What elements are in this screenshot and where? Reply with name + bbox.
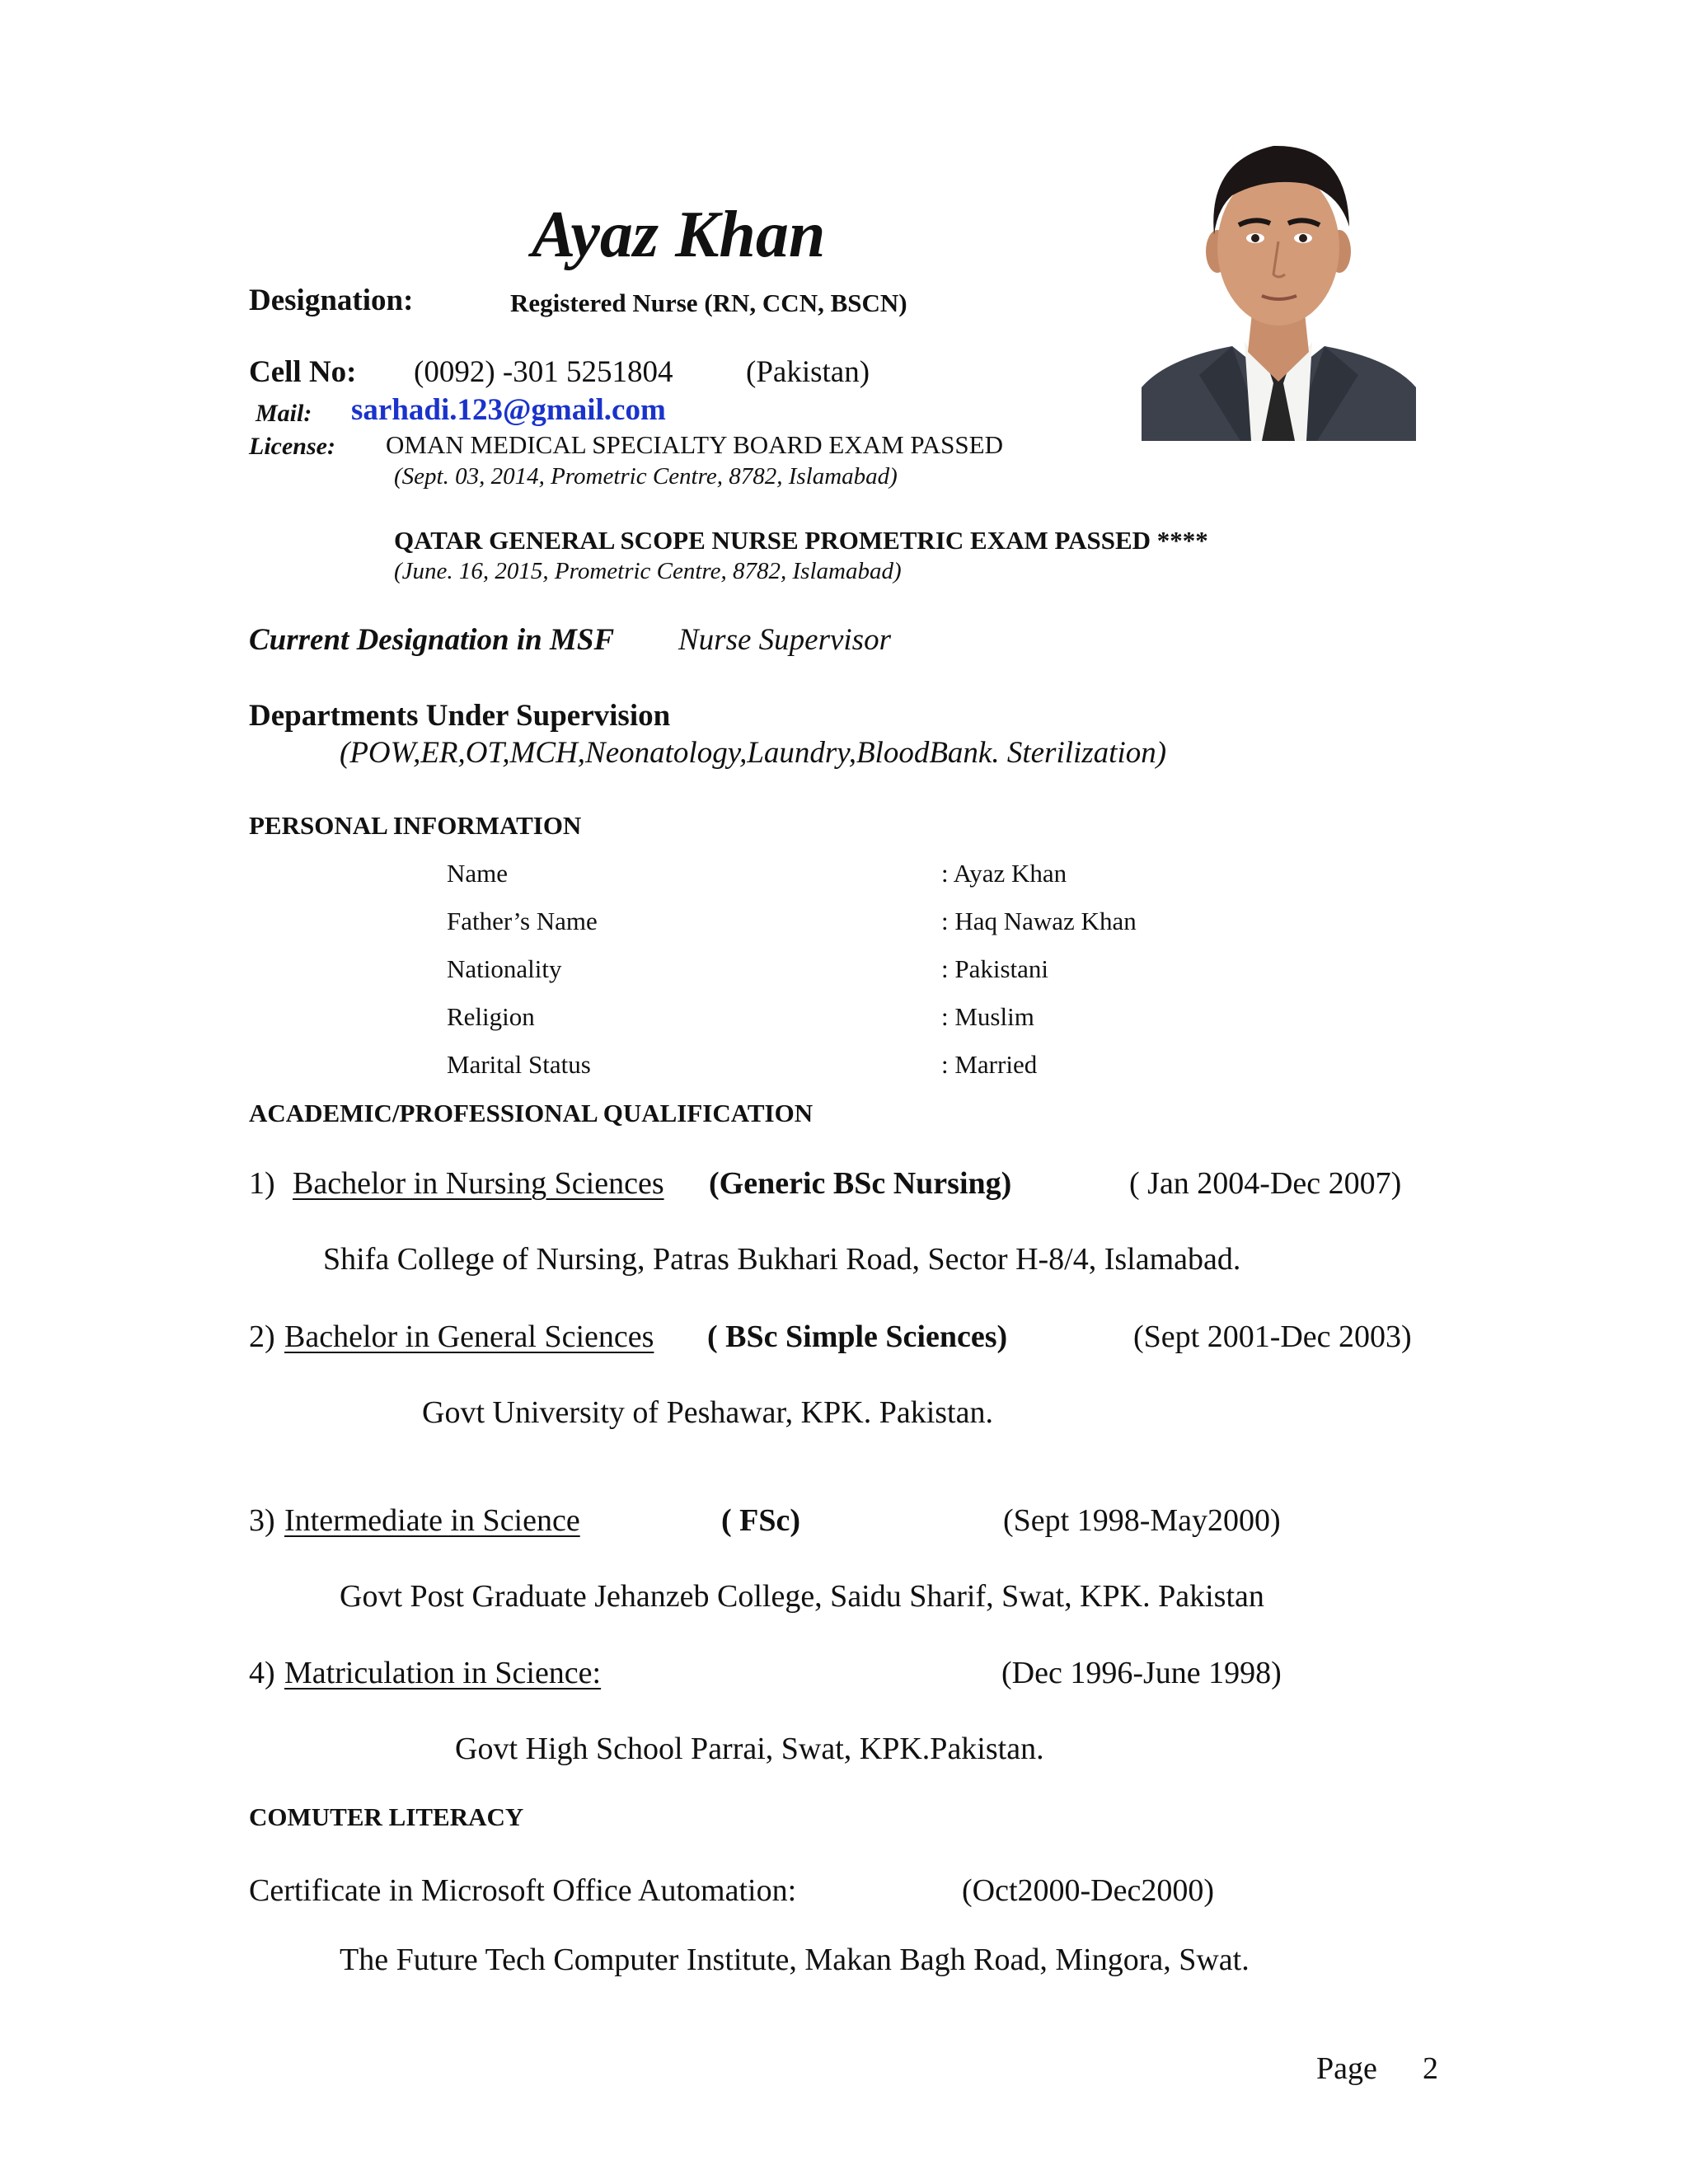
- qualification-degree: Intermediate in Science: [284, 1503, 580, 1538]
- qualification-type: ( FSc): [721, 1503, 801, 1538]
- person-name: Ayaz Khan: [532, 199, 826, 271]
- qualification-dates: (Sept 1998-May2000): [1003, 1503, 1281, 1538]
- qualification-type: (Generic BSc Nursing): [709, 1166, 1012, 1201]
- designation-value: Registered Nurse (RN, CCN, BSCN): [510, 288, 907, 317]
- qualification-number: 1): [249, 1166, 275, 1201]
- computer-certificate: Certificate in Microsoft Office Automation:: [249, 1873, 797, 1908]
- computer-certificate-dates: (Oct2000-Dec2000): [962, 1873, 1215, 1908]
- academic-heading: ACADEMIC/PROFESSIONAL QUALIFICATION: [249, 1099, 814, 1127]
- personal-value: : Haq Nawaz Khan: [941, 907, 1137, 935]
- personal-value: : Married: [941, 1050, 1038, 1079]
- personal-value: : Pakistani: [941, 954, 1049, 983]
- cell-label: Cell No:: [249, 355, 357, 389]
- personal-info-heading: PERSONAL INFORMATION: [249, 811, 582, 840]
- qualification-number: 2): [249, 1319, 275, 1354]
- personal-label: Nationality: [447, 954, 562, 983]
- computer-institute: The Future Tech Computer Institute, Makan Bagh Road, Mingora, Swat.: [340, 1943, 1250, 1977]
- qualification-institute: Shifa College of Nursing, Patras Bukhari Road, Sector H-8/4, Islamabad.: [323, 1242, 1241, 1277]
- qualification-degree: Bachelor in General Sciences: [284, 1319, 654, 1354]
- cell-number: (0092) -301 5251804: [414, 355, 673, 389]
- personal-label: Marital Status: [447, 1050, 591, 1079]
- departments-value: (POW,ER,OT,MCH,Neonatology,Laundry,BloodBank. Sterilization): [340, 736, 1167, 770]
- qualification-degree: Bachelor in Nursing Sciences: [293, 1166, 664, 1201]
- license-qatar-date: (June. 16, 2015, Prometric Centre, 8782, Islamabad): [394, 558, 902, 584]
- cell-country: (Pakistan): [746, 355, 870, 389]
- profile-photo: [1142, 136, 1416, 441]
- qualification-dates: (Dec 1996-June 1998): [1001, 1656, 1282, 1690]
- email-link[interactable]: sarhadi.123@gmail.com: [351, 393, 666, 427]
- personal-label: Religion: [447, 1002, 535, 1031]
- license-label: License:: [249, 433, 335, 460]
- qualification-number: 4): [249, 1656, 275, 1690]
- license-oman: OMAN MEDICAL SPECIALTY BOARD EXAM PASSED: [386, 430, 1003, 459]
- qualification-degree: Matriculation in Science:: [284, 1656, 602, 1690]
- qualification-institute: Govt Post Graduate Jehanzeb College, Saidu Sharif, Swat, KPK. Pakistan: [340, 1579, 1264, 1614]
- designation-label: Designation:: [249, 284, 414, 317]
- current-designation-label: Current Designation in MSF: [249, 623, 615, 657]
- personal-value: : Muslim: [941, 1002, 1034, 1031]
- personal-value: : Ayaz Khan: [941, 859, 1067, 888]
- qualification-dates: (Sept 2001-Dec 2003): [1133, 1319, 1412, 1354]
- qualification-dates: ( Jan 2004-Dec 2007): [1129, 1166, 1402, 1201]
- page-label: Page: [1316, 2051, 1377, 2086]
- current-designation-value: Nurse Supervisor: [678, 623, 891, 657]
- license-qatar: QATAR GENERAL SCOPE NURSE PROMETRIC EXAM PASSED ****: [394, 526, 1208, 555]
- qualification-type: ( BSc Simple Sciences): [707, 1319, 1008, 1354]
- qualification-number: 3): [249, 1503, 275, 1538]
- personal-label: Name: [447, 859, 509, 888]
- mail-label: Mail:: [256, 400, 312, 427]
- qualification-institute: Govt High School Parrai, Swat, KPK.Pakistan.: [455, 1732, 1044, 1766]
- page-number: 2: [1423, 2051, 1438, 2086]
- license-oman-date: (Sept. 03, 2014, Prometric Centre, 8782, Islamabad): [394, 463, 898, 490]
- personal-label: Father’s Name: [447, 907, 598, 935]
- qualification-institute: Govt University of Peshawar, KPK. Pakistan.: [422, 1395, 993, 1430]
- computer-literacy-heading: COMUTER LITERACY: [249, 1802, 524, 1831]
- departments-label: Departments Under Supervision: [249, 699, 671, 733]
